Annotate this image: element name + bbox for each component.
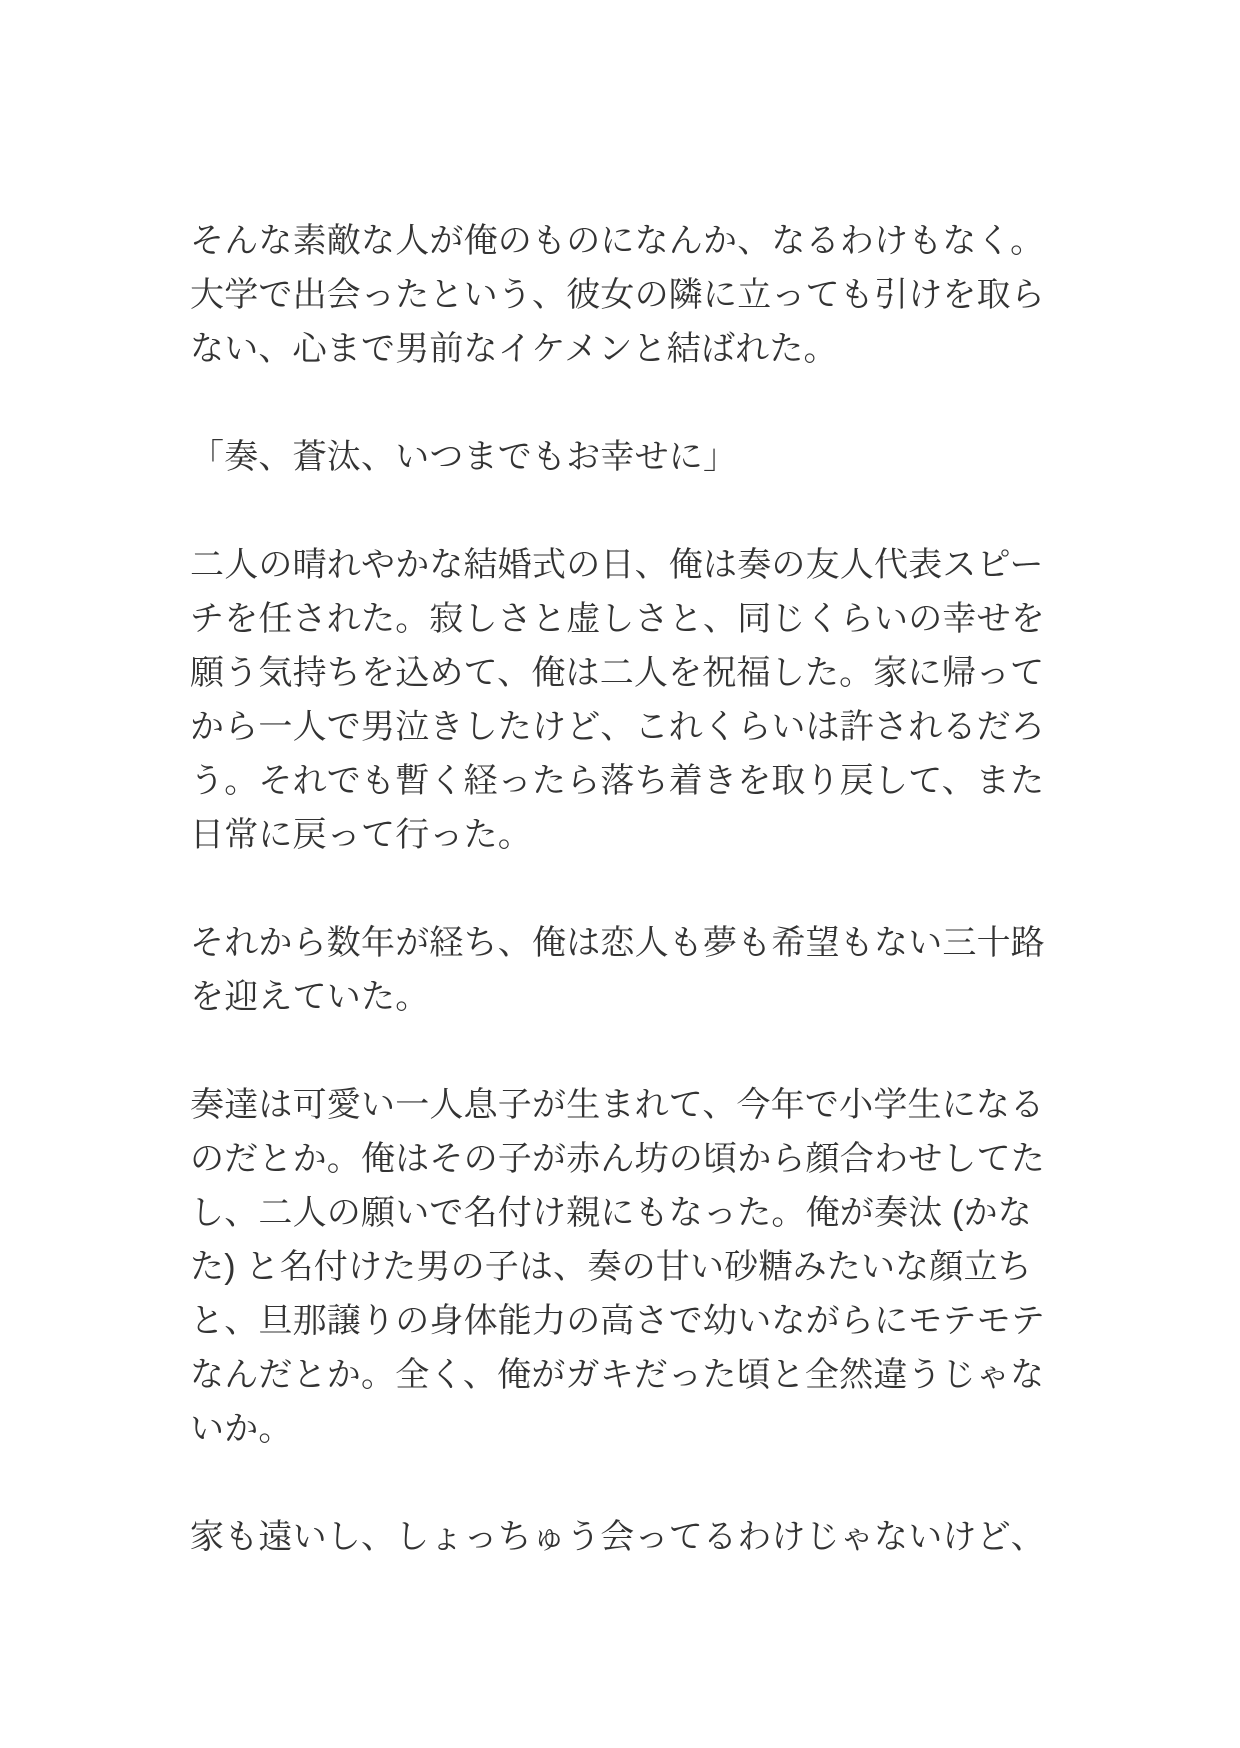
- text-line: 願う気持ちを込めて、俺は二人を祝福した。家に帰って: [190, 654, 1045, 692]
- paragraph: [190, 1510, 1050, 1564]
- text-line: から一人で男泣きしたけど、これくらいは許されるだろ: [190, 708, 1045, 746]
- text-line: いか。: [190, 1410, 293, 1448]
- text-line: 大学で出会ったという、彼女の隣に立っても引けを取ら: [190, 276, 1045, 314]
- text-line: 二人の晴れやかな結婚式の日、俺は奏の友人代表スピー: [190, 546, 1044, 584]
- text-line: た) と名付けた男の子は、奏の甘い砂糖みたいな顔立ち: [190, 1248, 1032, 1286]
- text-line: なんだとか。全く、俺がガキだった頃と全然違うじゃな: [190, 1356, 1045, 1394]
- paragraph: [190, 1078, 1050, 1456]
- paragraph: [190, 538, 1050, 862]
- paragraph: [190, 916, 1050, 1024]
- text-line: 奏達は可愛い一人息子が生まれて、今年で小学生になる: [190, 1086, 1045, 1124]
- text-line: 「奏、蒼汰、いつまでもお幸せに」: [190, 438, 738, 476]
- text-line: 家も遠いし、しょっちゅう会ってるわけじゃないけど、: [190, 1518, 1045, 1556]
- novel-text-content: [190, 214, 1050, 1564]
- paragraph: [190, 214, 1050, 376]
- text-line: を迎えていた。: [190, 978, 430, 1016]
- text-line: と、旦那譲りの身体能力の高さで幼いながらにモテモテ: [190, 1302, 1045, 1340]
- paragraph-dialogue: [190, 430, 1050, 484]
- text-line: のだとか。俺はその子が赤ん坊の頃から顔合わせしてた: [190, 1140, 1045, 1178]
- text-line: ない、心まで男前なイケメンと結ばれた。: [190, 330, 838, 368]
- text-line: それから数年が経ち、俺は恋人も夢も希望もない三十路: [190, 924, 1045, 962]
- text-line: チを任された。寂しさと虚しさと、同じくらいの幸せを: [190, 600, 1045, 638]
- text-line: う。それでも暫く経ったら落ち着きを取り戻して、また: [190, 762, 1045, 800]
- text-line: そんな素敵な人が俺のものになんか、なるわけもなく。: [190, 222, 1045, 260]
- text-line: 日常に戻って行った。: [190, 816, 532, 854]
- text-line: し、二人の願いで名付け親にもなった。俺が奏汰 (かな: [190, 1194, 1032, 1232]
